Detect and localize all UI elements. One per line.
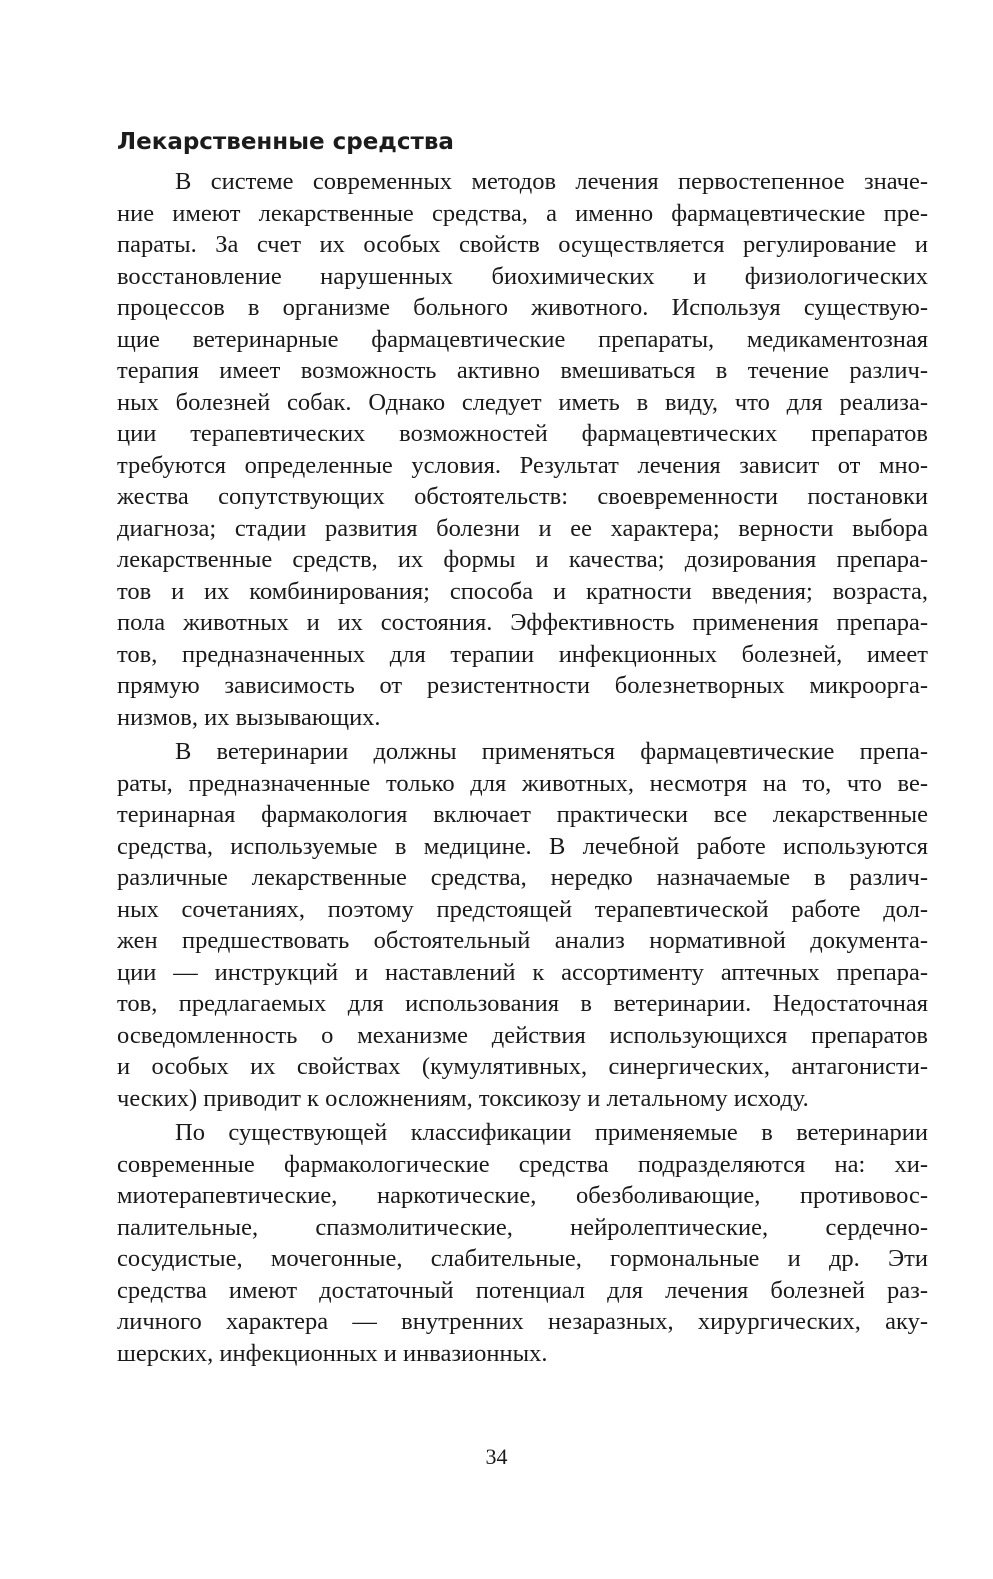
text-line: теринарная фармакология включает практически все лекарственные <box>117 801 928 828</box>
text-line: терапия имеет возможность активно вмешиваться в течение различ- <box>117 357 928 384</box>
text-line: жен предшествовать обстоятельный анализ нормативной документа- <box>117 927 928 954</box>
text-line: и особых их свойствах (кумулятивных, синергических, антагонисти- <box>117 1053 928 1080</box>
text-line: сосудистые, мочегонные, слабительные, гормональные и др. Эти <box>117 1245 928 1272</box>
text-line: жества сопутствующих обстоятельств: своевременности постановки <box>117 483 928 510</box>
text-line: средства имеют достаточный потенциал для лечения болезней раз- <box>117 1276 928 1304</box>
text-line: ных болезней собак. Однако следует иметь в виду, что для реализа- <box>117 388 928 416</box>
text-line: тов, предназначенных для терапии инфекционных болезней, имеет <box>117 640 928 668</box>
text-line: В ветеринарии должны применяться фармацевтические препа- <box>175 738 928 765</box>
text-line: прямую зависимость от резистентности болезнетворных микроорга- <box>117 672 928 699</box>
text-line: низмов, их вызывающих. <box>117 703 381 731</box>
paragraph-3 <box>117 1117 928 1369</box>
text-line: щие ветеринарные фармацевтические препараты, медикаментозная <box>117 325 928 353</box>
page-number: 34 <box>485 1444 508 1469</box>
section-heading: Лекарственные средства <box>117 129 454 155</box>
text-line: средства, используемые в медицине. В лечебной работе используются <box>117 832 928 860</box>
text-line: тов и их комбинирования; способа и кратности введения; возраста, <box>117 577 928 605</box>
paragraph-1 <box>117 166 928 733</box>
body-text <box>117 166 928 1369</box>
text-line: пола животных и их состояния. Эффективность применения препара- <box>117 609 928 636</box>
text-line: личного характера — внутренних незаразных, хирургических, аку- <box>117 1308 928 1335</box>
text-line: диагноза; стадии развития болезни и ее характера; верности выбора <box>117 514 928 542</box>
text-line: палительные, спазмолитические, нейролептические, сердечно- <box>117 1213 928 1241</box>
text-line: тов, предлагаемых для использования в ветеринарии. Недостаточная <box>117 990 928 1017</box>
text-line: ции терапевтических возможностей фармацевтических препаратов <box>117 420 928 447</box>
text-line: параты. За счет их особых свойств осуществляется регулирование и <box>117 231 928 258</box>
text-line: ческих) приводит к осложнениям, токсикозу и летальному исходу. <box>117 1084 809 1112</box>
text-line: миотерапевтические, наркотические, обезболивающие, противовос- <box>117 1182 928 1209</box>
text-line: лекарственные средств, их формы и качества; дозирования препара- <box>117 546 928 573</box>
text-line: шерских, инфекционных и инвазионных. <box>117 1339 548 1367</box>
text-line: процессов в организме больного животного. Используя существую- <box>117 294 928 321</box>
text-line: требуются определенные условия. Результат лечения зависит от мно- <box>117 451 928 479</box>
text-line: современные фармакологические средства подразделяются на: хи- <box>117 1150 928 1178</box>
text-line: В системе современных методов лечения первостепенное значе- <box>175 168 928 195</box>
text-line: ции — инструкций и наставлений к ассортименту аптечных препара- <box>117 958 928 986</box>
text-line: раты, предназначенные только для животных, несмотря на то, что ве- <box>117 769 928 797</box>
text-line: ние имеют лекарственные средства, а именно фармацевтические пре- <box>117 199 928 227</box>
text-line: ных сочетаниях, поэтому предстоящей терапевтической работе дол- <box>117 895 928 923</box>
text-line: осведомленность о механизме действия использующихся препаратов <box>117 1021 928 1049</box>
paragraph-2 <box>117 736 928 1114</box>
text-line: По существующей классификации применяемые в ветеринарии <box>175 1119 928 1146</box>
text-line: восстановление нарушенных биохимических и физиологических <box>117 262 928 290</box>
text-line: различные лекарственные средства, нередко назначаемые в различ- <box>117 864 928 891</box>
